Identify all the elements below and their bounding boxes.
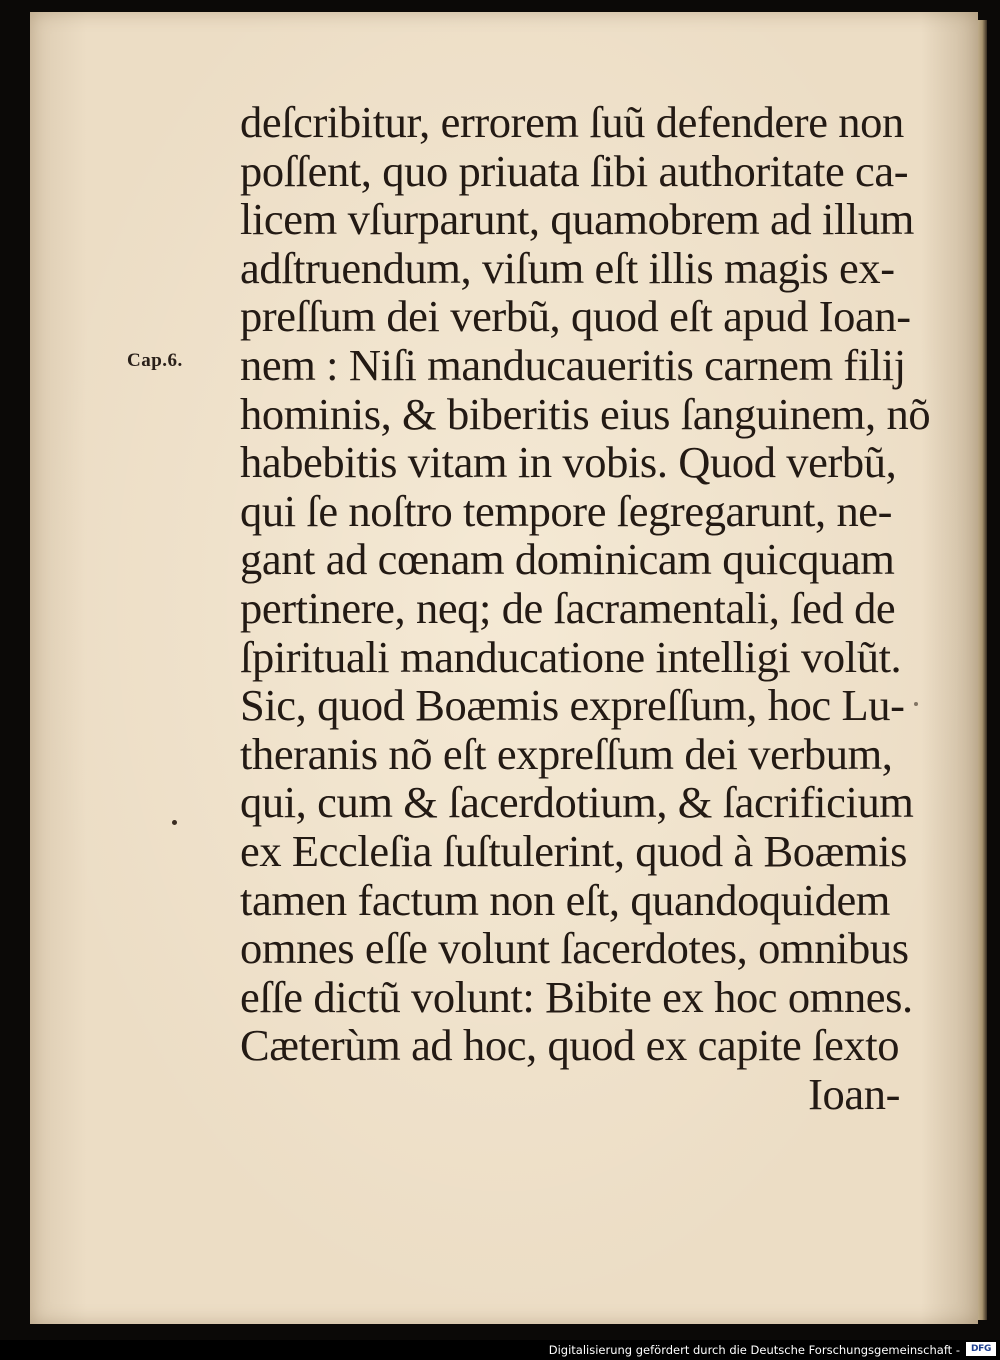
text-line: gant ad cœnam dominicam quicquam bbox=[240, 534, 895, 585]
text-line: pertinere, neq; de ſacramentali, ſed de bbox=[240, 582, 896, 633]
text-line: nem : Niſi manducaueritis carnem filij bbox=[240, 339, 906, 390]
ink-speck bbox=[914, 702, 918, 706]
text-line: ex Eccleſia ſuſtulerint, quod à Boæmis bbox=[240, 825, 907, 876]
text-line: tamen factum non eſt, quandoquidem bbox=[240, 874, 891, 925]
text-line: hominis, & biberitis eius ſanguinem, nõ bbox=[240, 388, 931, 439]
digitization-credit: Digitalisierung gefördert durch die Deutsche Forschungsgemeinschaft - bbox=[548, 1343, 960, 1357]
text-line: deſcribitur, errorem ſuũ defendere non bbox=[240, 97, 904, 147]
text-line: ſpirituali manducatione intelligi volũt. bbox=[240, 631, 902, 682]
text-line: preſſum dei verbũ, quod eſt apud Ioan- bbox=[240, 291, 911, 342]
dfg-logo: DFG bbox=[966, 1342, 996, 1356]
text-line: Sic, quod Boæmis expreſſum, hoc Lu- bbox=[240, 680, 905, 731]
text-line: qui ſe noſtro tempore ſegregarunt, ne- bbox=[240, 485, 893, 536]
text-line: adſtruendum, viſum eſt illis magis ex- bbox=[240, 242, 895, 293]
catchword: Ioan- bbox=[808, 1068, 900, 1119]
ink-speck bbox=[172, 820, 177, 825]
text-line: licem vſurparunt, quamobrem ad illum bbox=[240, 194, 914, 245]
marginal-note: Cap.6. bbox=[127, 350, 183, 371]
text-line: poſſent, quo priuata ſibi authoritate ca- bbox=[240, 145, 909, 196]
text-line: habebitis vitam in vobis. Quod verbũ, bbox=[240, 437, 897, 488]
text-line: Cæterùm ad hoc, quod ex capite ſexto bbox=[240, 1020, 900, 1071]
text-line: qui, cum & ſacerdotium, & ſacrificium bbox=[240, 777, 914, 828]
page-text bbox=[240, 97, 931, 1119]
text-line: theranis nõ eſt expreſſum dei verbum, bbox=[240, 728, 893, 779]
text-line: eſſe dictũ volunt: Bibite ex hoc omnes. bbox=[240, 971, 913, 1022]
text-line: omnes eſſe volunt ſacerdotes, omnibus bbox=[240, 923, 909, 974]
